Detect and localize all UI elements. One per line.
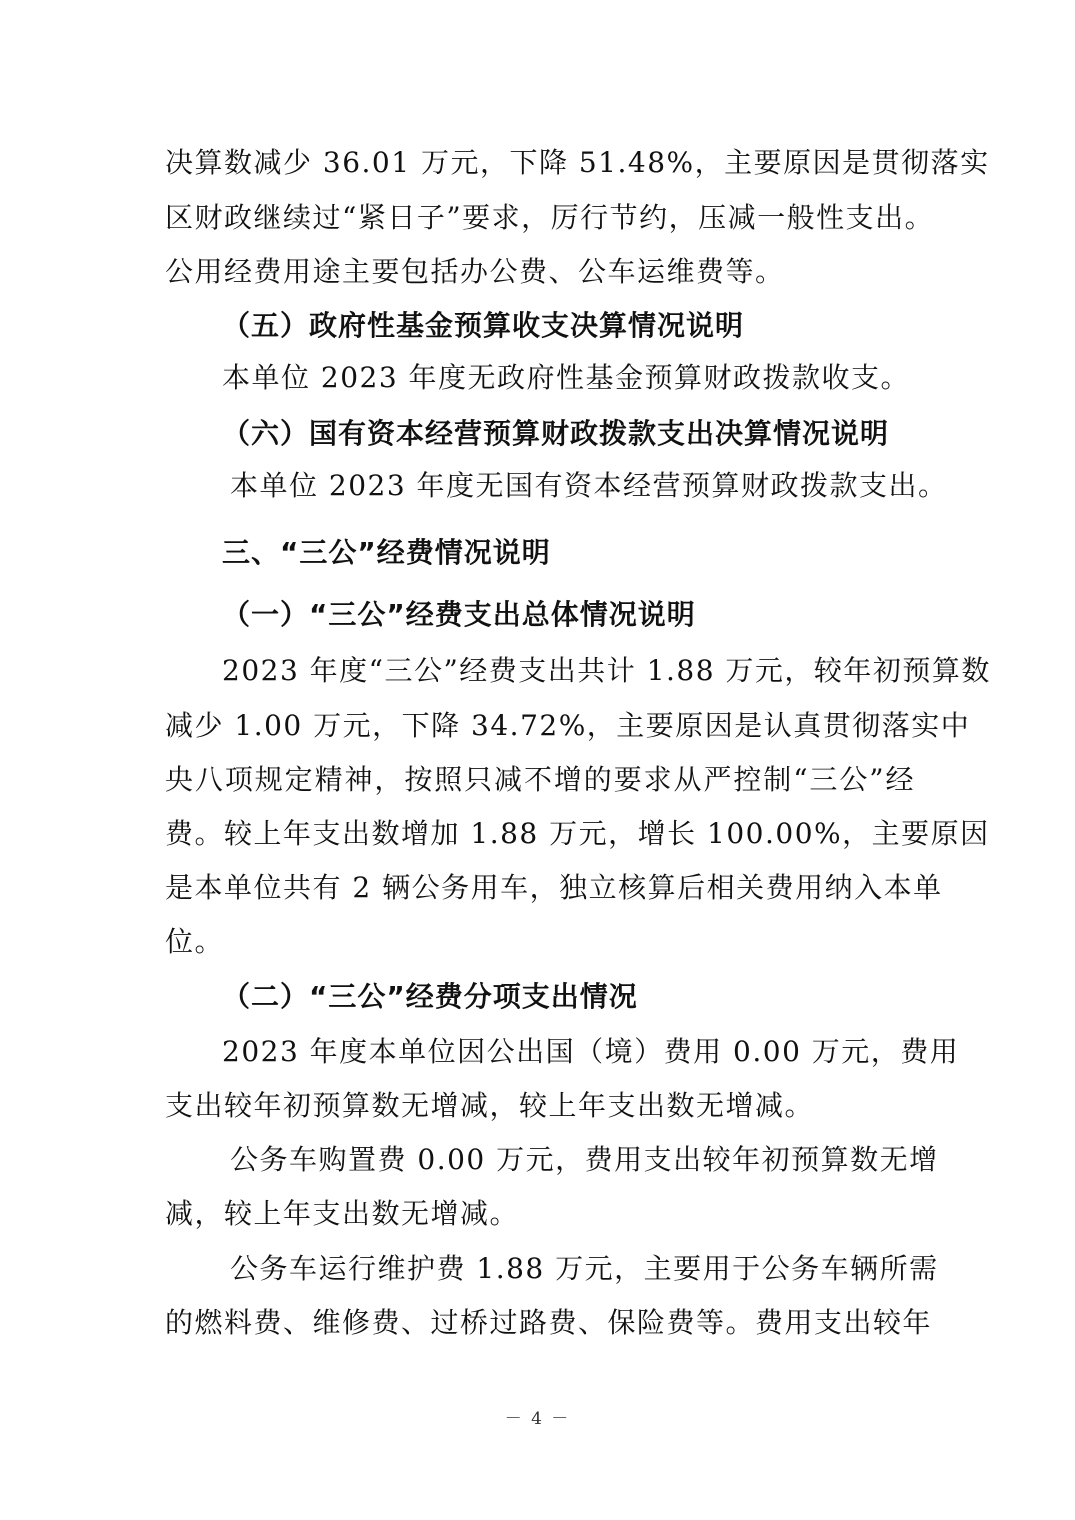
body-text-line: 位。 [165, 925, 225, 958]
body-text-line: 2023 年度本单位因公出国（境）费用 0.00 万元，费用 [222, 1035, 960, 1068]
body-text-line: 公务车购置费 0.00 万元，费用支出较年初预算数无增 [230, 1143, 939, 1176]
body-text-line: 本单位 2023 年度无国有资本经营预算财政拨款支出。 [230, 469, 948, 502]
body-text-line: 2023 年度“三公”经费支出共计 1.88 万元，较年初预算数 [222, 654, 991, 687]
body-text-line: 区财政继续过“紧日子”要求，厉行节约，压减一般性支出。 [165, 201, 935, 234]
section-heading-6: （六）国有资本经营预算财政拨款支出决算情况说明 [222, 417, 890, 450]
body-text-line: 央八项规定精神，按照只减不增的要求从严控制“三公”经 [165, 763, 915, 796]
body-text-line: 费。较上年支出数增加 1.88 万元，增长 100.00%，主要原因 [165, 817, 990, 850]
body-text-line: 决算数减少 36.01 万元，下降 51.48%，主要原因是贯彻落实 [165, 146, 990, 179]
section-heading-2: （二）“三公”经费分项支出情况 [222, 980, 638, 1013]
body-text-line: 公用经费用途主要包括办公费、公车运维费等。 [165, 255, 785, 288]
body-text-line: 减，较上年支出数无增减。 [165, 1197, 520, 1230]
body-text-line: 支出较年初预算数无增减，较上年支出数无增减。 [165, 1089, 815, 1122]
section-heading-1: （一）“三公”经费支出总体情况说明 [222, 598, 696, 631]
chapter-heading-3: 三、“三公”经费情况说明 [222, 536, 551, 569]
section-heading-5: （五）政府性基金预算收支决算情况说明 [222, 309, 745, 342]
page-number: － 4 － [504, 1409, 571, 1429]
body-text-line: 的燃料费、维修费、过桥过路费、保险费等。费用支出较年 [165, 1306, 933, 1339]
body-text-line: 本单位 2023 年度无政府性基金预算财政拨款收支。 [222, 361, 911, 394]
body-text-line: 是本单位共有 2 辆公务用车，独立核算后相关费用纳入本单 [165, 871, 943, 904]
body-text-line: 减少 1.00 万元，下降 34.72%，主要原因是认真贯彻落实中 [165, 709, 971, 742]
body-text-line: 公务车运行维护费 1.88 万元，主要用于公务车辆所需 [230, 1252, 939, 1285]
